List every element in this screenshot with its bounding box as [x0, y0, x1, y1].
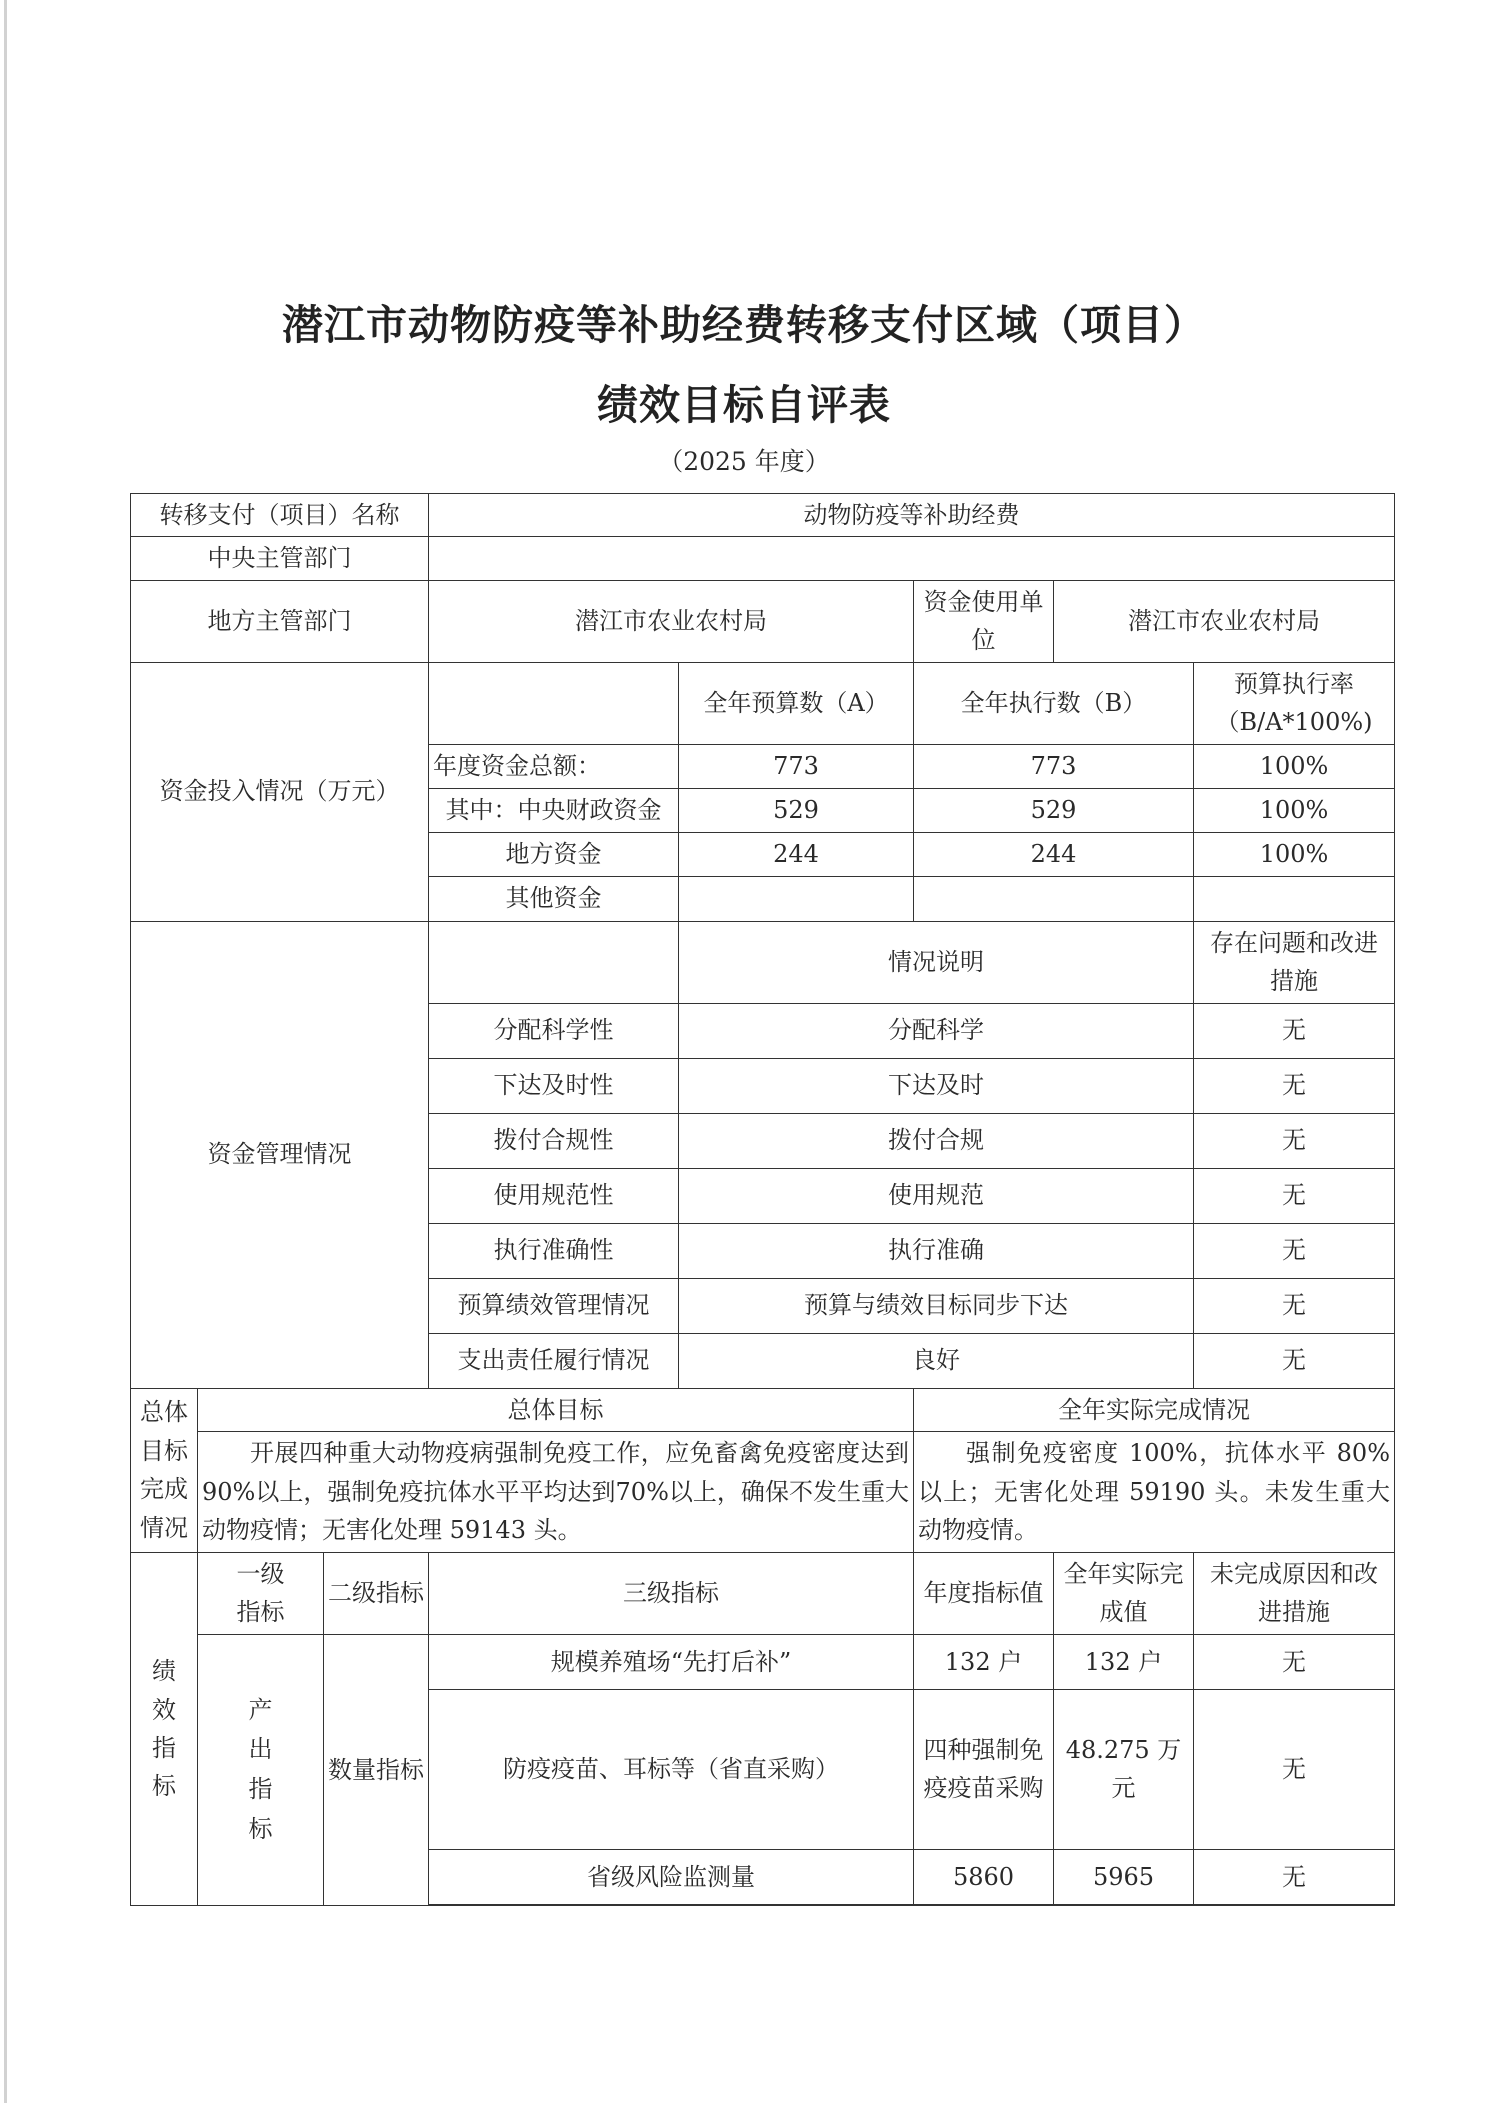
- indicator-row-actual: 132 户: [1054, 1634, 1194, 1689]
- management-section-label: 资金管理情况: [131, 921, 429, 1388]
- indicator-level2-name: 数量指标: [324, 1634, 429, 1905]
- management-row-desc: 使用规范: [679, 1168, 1194, 1223]
- indicator-header-level1: [198, 1552, 324, 1634]
- indicator-header-level1-line2: 指标: [236, 1598, 285, 1627]
- indicator-row-target: 132 户: [914, 1634, 1054, 1689]
- local-dept-label: 地方主管部门: [131, 580, 429, 662]
- central-dept-row: [131, 537, 1395, 580]
- indicator-header-reason-line2: 进措施: [1258, 1598, 1330, 1627]
- funding-row-label: 地方资金: [429, 832, 679, 876]
- indicator-level1-name: [198, 1634, 324, 1905]
- project-name-row: [131, 494, 1395, 537]
- overall-header-row: [131, 1388, 1395, 1431]
- indicator-header-level1-line1: 一级: [236, 1560, 285, 1589]
- overall-goal-text: 开展四种重大动物疫病强制免疫工作，应免畜禽免疫密度达到90%以上，强制免疫抗体水平平均达到70%以上，确保不发生重大动物疫情；无害化处理 59143 头。: [198, 1431, 914, 1552]
- management-row-issue: 无: [1194, 1333, 1395, 1388]
- management-row-desc: 良好: [679, 1333, 1194, 1388]
- funding-header-budget: 全年预算数（A）: [679, 662, 914, 744]
- management-row-issue: 无: [1194, 1223, 1395, 1278]
- indicator-row-target: 5860: [914, 1849, 1054, 1905]
- indicator-level1-char: 指: [248, 1774, 273, 1803]
- funding-row-actual: 773: [914, 744, 1194, 788]
- page-title-line2: 绩效目标自评表: [597, 381, 891, 429]
- management-row-desc: 执行准确: [679, 1223, 1194, 1278]
- funding-section-label: 资金投入情况（万元）: [131, 662, 429, 921]
- overall-content-row: [131, 1431, 1395, 1552]
- indicator-row: [131, 1634, 1395, 1689]
- funding-row-actual: 244: [914, 832, 1194, 876]
- indicator-header-level2: 二级指标: [324, 1552, 429, 1634]
- indicator-level1-char: 标: [248, 1814, 273, 1843]
- management-row-issue: 无: [1194, 1003, 1395, 1058]
- indicator-header-actual-line1: 全年实际完: [1063, 1560, 1184, 1589]
- management-row-issue: 无: [1194, 1278, 1395, 1333]
- indicator-header-actual: [1054, 1552, 1194, 1634]
- management-row-desc: 预算与绩效目标同步下达: [679, 1278, 1194, 1333]
- management-row-issue: 无: [1194, 1168, 1395, 1223]
- indicator-header-row: [131, 1552, 1395, 1634]
- indicator-level1-char: 产: [248, 1695, 273, 1724]
- funding-row-rate: 100%: [1194, 744, 1395, 788]
- funding-row-rate: 100%: [1194, 832, 1395, 876]
- funding-row-label: 年度资金总额：: [429, 744, 679, 788]
- evaluation-table: [130, 493, 1395, 1906]
- funding-row-actual: [914, 876, 1194, 921]
- local-dept-value: 潜江市农业农村局: [429, 580, 914, 662]
- overall-label-char: 总体: [140, 1398, 188, 1427]
- indicator-header-target: 年度指标值: [914, 1552, 1054, 1634]
- project-name-label: 转移支付（项目）名称: [131, 494, 429, 537]
- overall-done-text: 强制免疫密度 100%，抗体水平 80%以上；无害化处理 59190 头。未发生重大动物疫情。: [914, 1431, 1395, 1552]
- indicator-header-reason-line1: 未完成原因和改: [1210, 1560, 1378, 1589]
- management-header-issue-line1: 存在问题和改进: [1210, 928, 1378, 957]
- management-row-desc: 分配科学: [679, 1003, 1194, 1058]
- funding-row-budget: 244: [679, 832, 914, 876]
- overall-label-char: 目标: [140, 1436, 188, 1465]
- fund-user-value: 潜江市农业农村局: [1054, 580, 1395, 662]
- indicator-level1-char: 出: [248, 1735, 273, 1764]
- management-header-row: [131, 921, 1395, 1003]
- funding-row-budget: [679, 876, 914, 921]
- indicator-label-char: 效: [152, 1695, 176, 1724]
- indicator-row-reason: 无: [1194, 1634, 1395, 1689]
- page-title-line1: 潜江市动物防疫等补助经费转移支付区域（项目）: [282, 301, 1206, 349]
- indicator-label-char: 标: [152, 1772, 176, 1801]
- overall-section-label: [131, 1388, 198, 1552]
- funding-row-label: 其他资金: [429, 876, 679, 921]
- management-header-issue-line2: 措施: [1270, 967, 1318, 996]
- management-header-desc: 情况说明: [679, 921, 1194, 1003]
- fund-user-label: 资金使用单位: [914, 580, 1054, 662]
- funding-header-rate-line2: （B/A*100%): [1215, 708, 1373, 737]
- indicator-header-level3: 三级指标: [429, 1552, 914, 1634]
- management-row-label: 拨付合规性: [429, 1113, 679, 1168]
- management-row-label: 下达及时性: [429, 1058, 679, 1113]
- funding-row-budget: 773: [679, 744, 914, 788]
- overall-goal-header: 总体目标: [198, 1388, 914, 1431]
- funding-header-rate-line1: 预算执行率: [1234, 669, 1354, 698]
- indicator-header-reason: [1194, 1552, 1395, 1634]
- project-name-value: 动物防疫等补助经费: [429, 494, 1395, 537]
- indicator-header-actual-line2: 成值: [1099, 1598, 1148, 1627]
- local-dept-row: [131, 580, 1395, 662]
- indicator-row-actual: 5965: [1054, 1849, 1194, 1905]
- funding-row-actual: 529: [914, 788, 1194, 832]
- indicator-row-name: 规模养殖场“先打后补”: [429, 1634, 914, 1689]
- funding-row-budget: 529: [679, 788, 914, 832]
- management-header-blank: [429, 921, 679, 1003]
- management-row-label: 支出责任履行情况: [429, 1333, 679, 1388]
- indicator-label-char: 指: [152, 1733, 176, 1762]
- management-row-label: 执行准确性: [429, 1223, 679, 1278]
- management-row-label: 分配科学性: [429, 1003, 679, 1058]
- report-year: （2025 年度）: [658, 447, 830, 476]
- indicator-row-reason: 无: [1194, 1689, 1395, 1849]
- management-row-issue: 无: [1194, 1113, 1395, 1168]
- overall-label-char: 完成: [140, 1475, 188, 1504]
- management-row-label: 使用规范性: [429, 1168, 679, 1223]
- overall-done-header: 全年实际完成情况: [914, 1388, 1395, 1431]
- indicator-row-name: 防疫疫苗、耳标等（省直采购）: [429, 1689, 914, 1849]
- funding-row-rate: [1194, 876, 1395, 921]
- funding-row-rate: 100%: [1194, 788, 1395, 832]
- indicator-row-reason: 无: [1194, 1849, 1395, 1905]
- management-header-issue: [1194, 921, 1395, 1003]
- indicator-section-label: [131, 1552, 198, 1905]
- management-row-desc: 下达及时: [679, 1058, 1194, 1113]
- funding-header-rate: [1194, 662, 1395, 744]
- funding-header-row: [131, 662, 1395, 744]
- funding-header-actual: 全年执行数（B）: [914, 662, 1194, 744]
- funding-header-blank: [429, 662, 679, 744]
- overall-label-char: 情况: [140, 1513, 188, 1542]
- indicator-row-target: 四种强制免疫疫苗采购: [914, 1689, 1054, 1849]
- management-row-issue: 无: [1194, 1058, 1395, 1113]
- management-row-desc: 拨付合规: [679, 1113, 1194, 1168]
- management-row-label: 预算绩效管理情况: [429, 1278, 679, 1333]
- indicator-label-char: 绩: [152, 1657, 176, 1686]
- central-dept-value: [429, 537, 1395, 580]
- indicator-row-actual: 48.275 万元: [1054, 1689, 1194, 1849]
- indicator-row-name: 省级风险监测量: [429, 1849, 914, 1905]
- central-dept-label: 中央主管部门: [131, 537, 429, 580]
- funding-row-label: 其中：中央财政资金: [429, 788, 679, 832]
